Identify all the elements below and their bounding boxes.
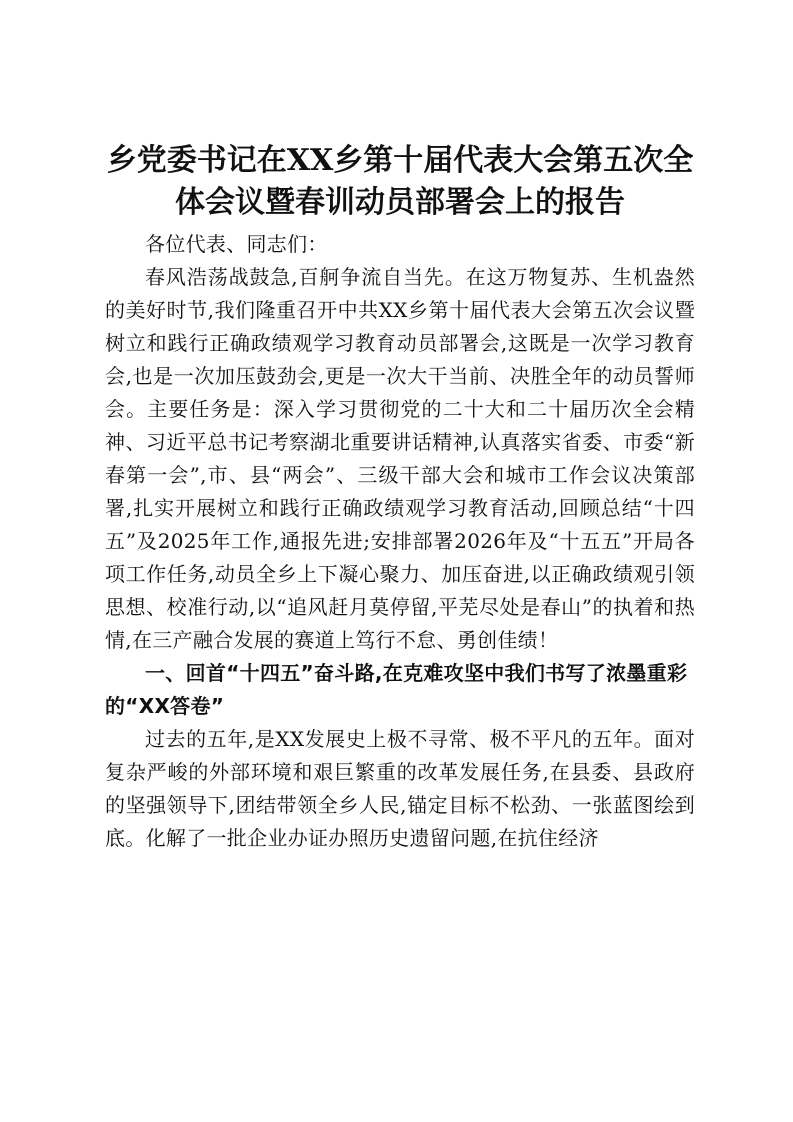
salutation: 各位代表、同志们： — [145, 232, 328, 256]
section-heading: 一、回首“十四五”奋斗路,在克难攻坚中我们书写了浓墨重彩的“XX答卷” — [105, 661, 688, 718]
title-line-2: 体会议暨春训动员部署会上的报告 — [175, 185, 625, 220]
intro-paragraph: 春风浩荡战鼓急,百舸争流自当先。在这万物复苏、生机盎然的美好时节,我们隆重召开中共XX乡第十届代表大会第五次会议暨树立和践行正确政绩观学习教育动员部署会,这既是一次学习教育会,也是一次加压鼓劲会,更是一次大干当前、决胜全年的动员誓师会。主要任务是：深入学习贯彻党的二十大和二十届历次全会精神、习近平总书记考察湖北重要讲话精神,认真落实省委、市委“新春第一会”,市、县“两会”、三级干部大会和城市工作会议决策部署,扎实开展树立和践行正确政绩观学习教育活动,回顾总结“十四五”及2025年工作,通报先进;安排部署2026年及“十五五”开局各项工作任务,动员全乡上下凝心聚力、加压奋进,以正确政绩观引领思想、校准行动,以“追风赶月莫停留,平芜尽处是春山”的执着和热情,在三产融合发展的赛道上笃行不怠、勇创佳绩！ — [105, 265, 695, 652]
title-line-1: 乡党委书记在XX乡第十届代表大会第五次全 — [106, 143, 694, 178]
document-title — [105, 140, 695, 224]
document-page — [105, 140, 695, 855]
body-paragraph: 过去的五年,是XX发展史上极不寻常、极不平凡的五年。面对复杂严峻的外部环境和艰巨繁重的改革发展任务,在县委、县政府的坚强领导下,团结带领全乡人民,锚定目标不松劲、一张蓝图绘到底。化解了一批企业办证办照历史遗留问题,在抗住经济 — [105, 727, 695, 850]
